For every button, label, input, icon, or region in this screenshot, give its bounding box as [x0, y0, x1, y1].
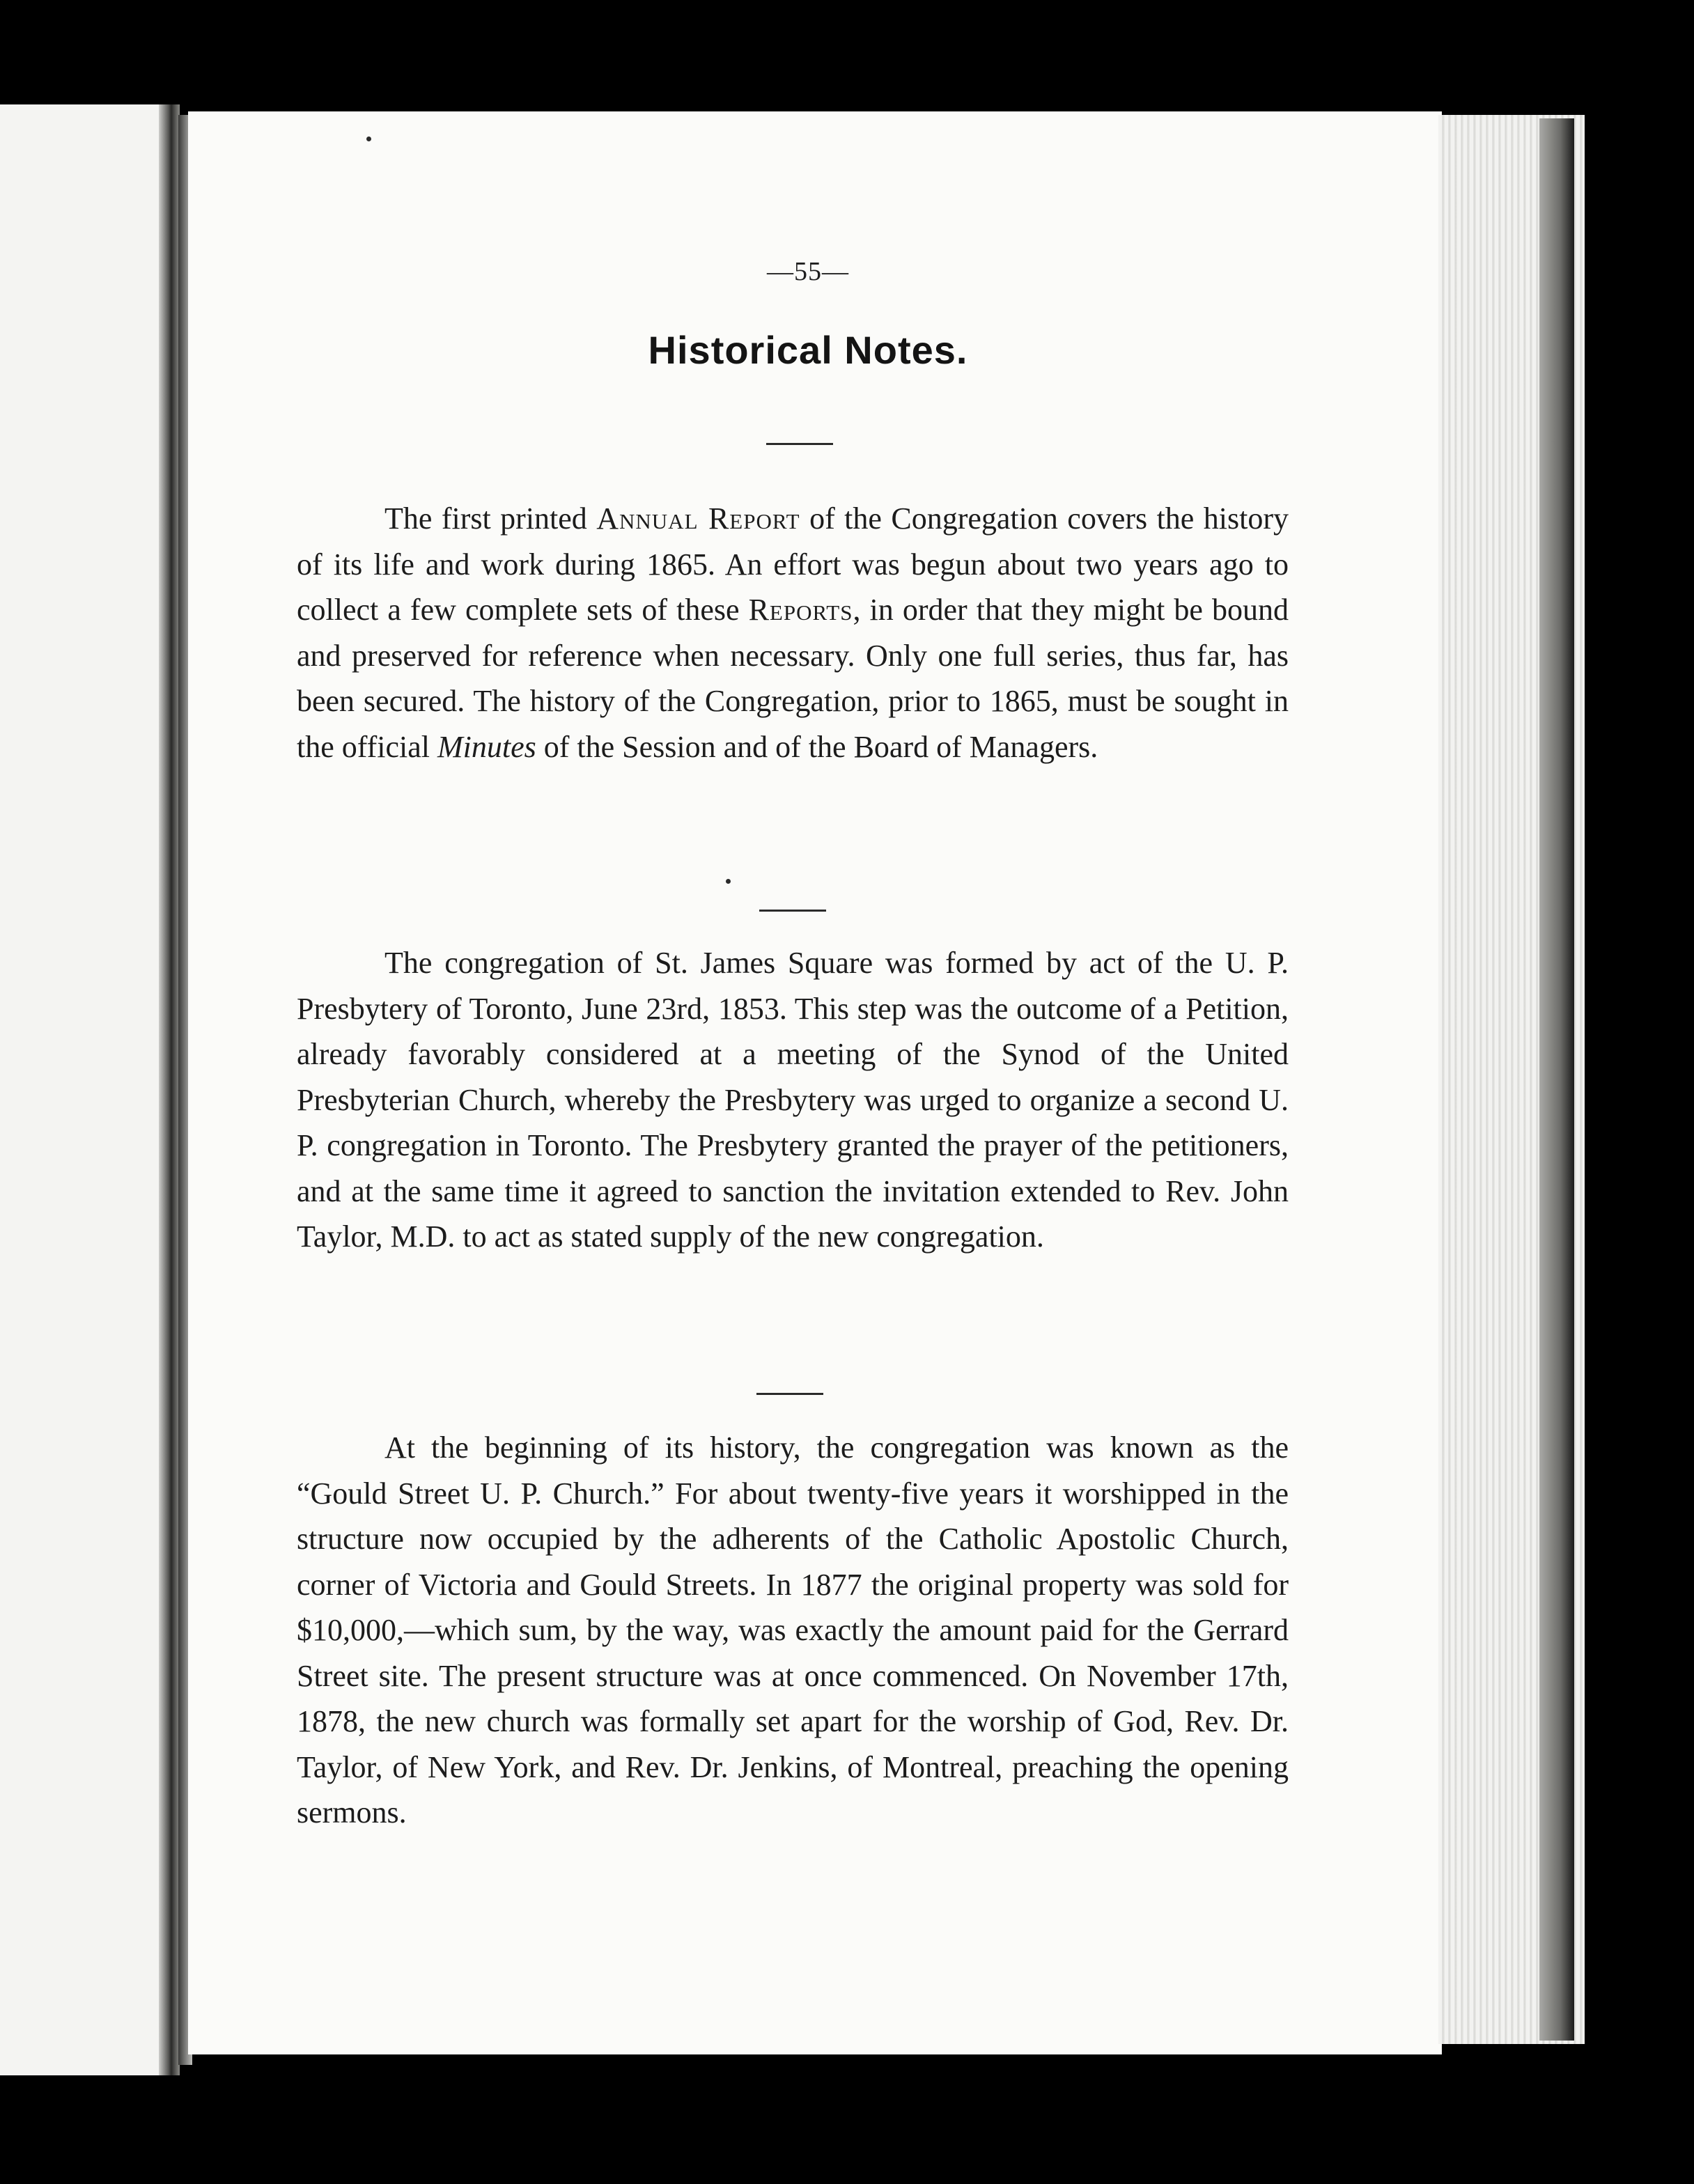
text-segment: The congregation of St. James Square was formed by act of the U. P. Presbytery of Toronto, June 23rd, 1853. This step was the outcome of a Petition, already favorably considered at a meeting of the Synod of the United Presbyterian Church, whereby the Presbytery was urged to organize a second U. P. congregation in Toronto. The Presbytery granted the prayer of the petitioners, and at the same time it agreed to sanction the invitation extended to Rev. John Taylor, M.D. to act as stated supply of the new congregation.: [297, 946, 1289, 1254]
page-number: —55—: [767, 257, 849, 286]
gutter: [159, 104, 180, 2075]
facing-page: [0, 104, 162, 2075]
paragraph-formation: [297, 940, 1289, 1260]
page-stack-shadow: [1539, 118, 1574, 2041]
paragraph-gould-street: [297, 1425, 1289, 1836]
section-divider: [756, 1393, 823, 1395]
text-segment: , in order that they might be bound and preserved for reference when necessary. Only one full series, thus far, has been secured. The history of the Congregation, prior to 1865, must be sought in the official: [297, 593, 1289, 764]
section-divider: [766, 443, 833, 445]
text-segment: of the Session and of the Board of Managers.: [536, 729, 1098, 764]
text-segment: Annual Report: [596, 501, 800, 536]
ink-speck: [366, 136, 371, 141]
ink-speck: [726, 879, 731, 884]
text-segment: At the beginning of its history, the congregation was known as the “Gould Street U. P. Church.” For about twenty-five years it worshipped in the structure now occupied by the adherents of the Catholic Apostolic Church, corner of Victoria and Gould Streets. In 1877 the original property was sold for $10,000,—which sum, by the way, was exactly the amount paid for the Gerrard Street site. The present structure was at once commenced. On November 17th, 1878, the new church was formally set apart for the worship of God, Rev. Dr. Taylor, of New York, and Rev. Dr. Jenkins, of Montreal, preaching the opening sermons.: [297, 1430, 1289, 1830]
page-title: Historical Notes.: [648, 328, 968, 372]
section-divider: [759, 910, 826, 912]
text-segment: The first printed: [384, 501, 597, 536]
text-segment: Minutes: [437, 729, 536, 764]
text-segment: Reports: [748, 593, 853, 627]
text-segment: of the Congregation covers the history of its life and work during 1865. An effort was begun about two years ago to collect a few complete sets of these: [297, 501, 1289, 627]
paragraph-annual-report: [297, 496, 1289, 770]
